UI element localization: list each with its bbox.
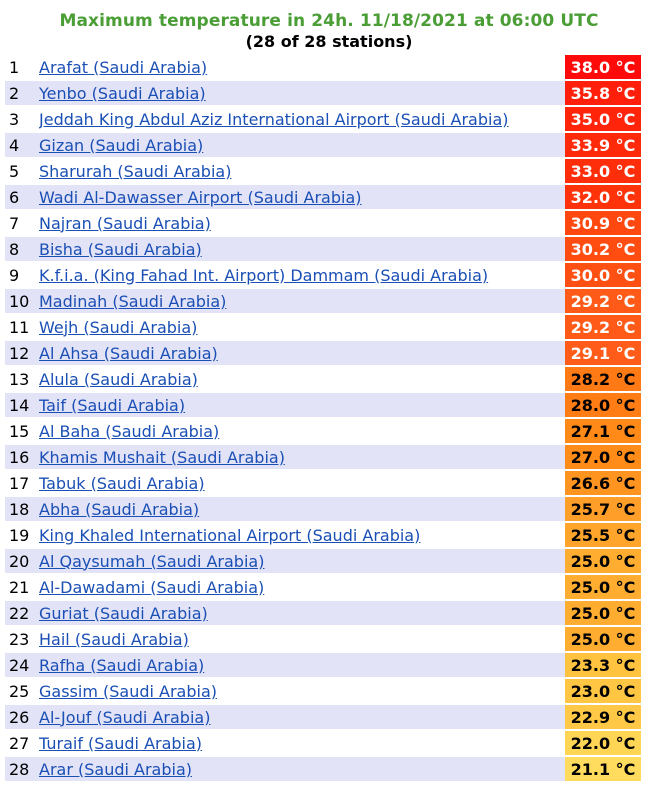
station-link[interactable]: Najran (Saudi Arabia) bbox=[39, 213, 211, 233]
table-row bbox=[5, 679, 641, 703]
table-row bbox=[5, 549, 641, 573]
station-link[interactable]: Alula (Saudi Arabia) bbox=[39, 369, 198, 389]
rank-cell: 12 bbox=[5, 341, 39, 365]
station-count: (28 of 28 stations) bbox=[245, 32, 413, 51]
table-row bbox=[5, 419, 641, 443]
station-link[interactable]: Al Ahsa (Saudi Arabia) bbox=[39, 343, 218, 363]
table-row bbox=[5, 445, 641, 469]
table-row bbox=[5, 757, 641, 781]
rank-cell: 15 bbox=[5, 419, 39, 443]
station-link[interactable]: Gizan (Saudi Arabia) bbox=[39, 135, 204, 155]
temperature-value: 33.9 °C bbox=[565, 133, 641, 157]
station-link[interactable]: Al Baha (Saudi Arabia) bbox=[39, 421, 220, 441]
temperature-value: 25.5 °C bbox=[565, 523, 641, 547]
rank-cell: 11 bbox=[5, 315, 39, 339]
temperature-value: 25.0 °C bbox=[565, 549, 641, 573]
station-cell bbox=[39, 367, 565, 391]
rank-cell: 23 bbox=[5, 627, 39, 651]
rank-cell: 19 bbox=[5, 523, 39, 547]
temperature-value: 25.0 °C bbox=[565, 601, 641, 625]
temperature-value: 35.0 °C bbox=[565, 107, 641, 131]
station-cell bbox=[39, 263, 565, 287]
rank-cell: 26 bbox=[5, 705, 39, 729]
table-row bbox=[5, 211, 641, 235]
temperature-value: 23.3 °C bbox=[565, 653, 641, 677]
station-link[interactable]: Al-Jouf (Saudi Arabia) bbox=[39, 707, 211, 727]
table-row bbox=[5, 627, 641, 651]
rank-cell: 10 bbox=[5, 289, 39, 313]
page-title: Maximum temperature in 24h. 11/18/2021 at 06:00 UTC bbox=[59, 11, 599, 31]
temperature-value: 26.6 °C bbox=[565, 471, 641, 495]
rank-cell: 3 bbox=[5, 107, 39, 131]
station-link[interactable]: Al-Dawadami (Saudi Arabia) bbox=[39, 577, 265, 597]
temperature-value: 32.0 °C bbox=[565, 185, 641, 209]
rank-cell: 13 bbox=[5, 367, 39, 391]
station-link[interactable]: K.f.i.a. (King Fahad Int. Airport) Dammam (Saudi Arabia) bbox=[39, 265, 489, 285]
station-link[interactable]: Gassim (Saudi Arabia) bbox=[39, 681, 217, 701]
rank-cell: 28 bbox=[5, 757, 39, 781]
station-cell bbox=[39, 55, 565, 79]
table-row bbox=[5, 185, 641, 209]
rank-cell: 16 bbox=[5, 445, 39, 469]
rank-cell: 2 bbox=[5, 81, 39, 105]
table-row bbox=[5, 367, 641, 391]
station-cell bbox=[39, 237, 565, 261]
station-link[interactable]: King Khaled International Airport (Saudi Arabia) bbox=[39, 525, 421, 545]
rank-cell: 14 bbox=[5, 393, 39, 417]
station-link[interactable]: Wejh (Saudi Arabia) bbox=[39, 317, 198, 337]
station-cell bbox=[39, 705, 565, 729]
rank-cell: 18 bbox=[5, 497, 39, 521]
station-cell bbox=[39, 419, 565, 443]
temperature-value: 29.2 °C bbox=[565, 315, 641, 339]
temperature-value: 28.0 °C bbox=[565, 393, 641, 417]
station-link[interactable]: Taif (Saudi Arabia) bbox=[39, 395, 186, 415]
rank-cell: 24 bbox=[5, 653, 39, 677]
table-row bbox=[5, 159, 641, 183]
station-cell bbox=[39, 315, 565, 339]
rank-cell: 4 bbox=[5, 133, 39, 157]
table-row bbox=[5, 653, 641, 677]
station-link[interactable]: Tabuk (Saudi Arabia) bbox=[39, 473, 205, 493]
page-header bbox=[0, 0, 658, 52]
temperature-value: 25.0 °C bbox=[565, 627, 641, 651]
temperature-value: 30.9 °C bbox=[565, 211, 641, 235]
table-row bbox=[5, 731, 641, 755]
temperature-value: 29.2 °C bbox=[565, 289, 641, 313]
temperature-value: 38.0 °C bbox=[565, 55, 641, 79]
station-link[interactable]: Rafha (Saudi Arabia) bbox=[39, 655, 205, 675]
station-cell bbox=[39, 679, 565, 703]
station-link[interactable]: Jeddah King Abdul Aziz International Airport (Saudi Arabia) bbox=[39, 109, 509, 129]
rank-cell: 17 bbox=[5, 471, 39, 495]
rank-cell: 27 bbox=[5, 731, 39, 755]
table-row bbox=[5, 601, 641, 625]
station-link[interactable]: Wadi Al-Dawasser Airport (Saudi Arabia) bbox=[39, 187, 362, 207]
rank-cell: 6 bbox=[5, 185, 39, 209]
temperature-value: 22.9 °C bbox=[565, 705, 641, 729]
station-cell bbox=[39, 393, 565, 417]
station-cell bbox=[39, 81, 565, 105]
station-link[interactable]: Arafat (Saudi Arabia) bbox=[39, 57, 208, 77]
table-row bbox=[5, 315, 641, 339]
station-link[interactable]: Turaif (Saudi Arabia) bbox=[39, 733, 203, 753]
rank-cell: 1 bbox=[5, 55, 39, 79]
rank-cell: 22 bbox=[5, 601, 39, 625]
station-cell bbox=[39, 133, 565, 157]
temperature-value: 22.0 °C bbox=[565, 731, 641, 755]
temperature-value: 25.0 °C bbox=[565, 575, 641, 599]
table-row bbox=[5, 497, 641, 521]
temperature-table bbox=[5, 53, 641, 783]
station-cell bbox=[39, 185, 565, 209]
station-cell bbox=[39, 549, 565, 573]
station-link[interactable]: Hail (Saudi Arabia) bbox=[39, 629, 189, 649]
station-cell bbox=[39, 159, 565, 183]
rank-cell: 8 bbox=[5, 237, 39, 261]
temperature-value: 35.8 °C bbox=[565, 81, 641, 105]
station-link[interactable]: Sharurah (Saudi Arabia) bbox=[39, 161, 232, 181]
rank-cell: 7 bbox=[5, 211, 39, 235]
table-row bbox=[5, 523, 641, 547]
table-row bbox=[5, 471, 641, 495]
rank-cell: 21 bbox=[5, 575, 39, 599]
station-link[interactable]: Al Qaysumah (Saudi Arabia) bbox=[39, 551, 265, 571]
station-link[interactable]: Khamis Mushait (Saudi Arabia) bbox=[39, 447, 285, 467]
temperature-value: 28.2 °C bbox=[565, 367, 641, 391]
temperature-value: 33.0 °C bbox=[565, 159, 641, 183]
table-row bbox=[5, 341, 641, 365]
station-link[interactable]: Guriat (Saudi Arabia) bbox=[39, 603, 208, 623]
table-row bbox=[5, 393, 641, 417]
temperature-value: 21.1 °C bbox=[565, 757, 641, 781]
station-cell bbox=[39, 627, 565, 651]
table-row bbox=[5, 81, 641, 105]
temperature-value: 23.0 °C bbox=[565, 679, 641, 703]
table-row bbox=[5, 237, 641, 261]
station-link[interactable]: Abha (Saudi Arabia) bbox=[39, 499, 200, 519]
station-cell bbox=[39, 289, 565, 313]
station-link[interactable]: Bisha (Saudi Arabia) bbox=[39, 239, 202, 259]
station-cell bbox=[39, 341, 565, 365]
table-row bbox=[5, 289, 641, 313]
station-link[interactable]: Yenbo (Saudi Arabia) bbox=[39, 83, 206, 103]
station-cell bbox=[39, 601, 565, 625]
station-cell bbox=[39, 575, 565, 599]
temperature-value: 30.0 °C bbox=[565, 263, 641, 287]
rank-cell: 5 bbox=[5, 159, 39, 183]
station-link[interactable]: Arar (Saudi Arabia) bbox=[39, 759, 192, 779]
table-row bbox=[5, 705, 641, 729]
station-cell bbox=[39, 445, 565, 469]
table-row bbox=[5, 55, 641, 79]
table-row bbox=[5, 263, 641, 287]
rank-cell: 25 bbox=[5, 679, 39, 703]
station-cell bbox=[39, 653, 565, 677]
temperature-value: 30.2 °C bbox=[565, 237, 641, 261]
temperature-value: 29.1 °C bbox=[565, 341, 641, 365]
station-cell bbox=[39, 731, 565, 755]
station-cell bbox=[39, 211, 565, 235]
station-cell bbox=[39, 523, 565, 547]
temperature-value: 25.7 °C bbox=[565, 497, 641, 521]
table-row bbox=[5, 107, 641, 131]
station-cell bbox=[39, 497, 565, 521]
rank-cell: 9 bbox=[5, 263, 39, 287]
rank-cell: 20 bbox=[5, 549, 39, 573]
station-cell bbox=[39, 471, 565, 495]
temperature-value: 27.0 °C bbox=[565, 445, 641, 469]
station-cell bbox=[39, 757, 565, 781]
table-row bbox=[5, 133, 641, 157]
temperature-value: 27.1 °C bbox=[565, 419, 641, 443]
table-row bbox=[5, 575, 641, 599]
station-link[interactable]: Madinah (Saudi Arabia) bbox=[39, 291, 227, 311]
station-cell bbox=[39, 107, 565, 131]
